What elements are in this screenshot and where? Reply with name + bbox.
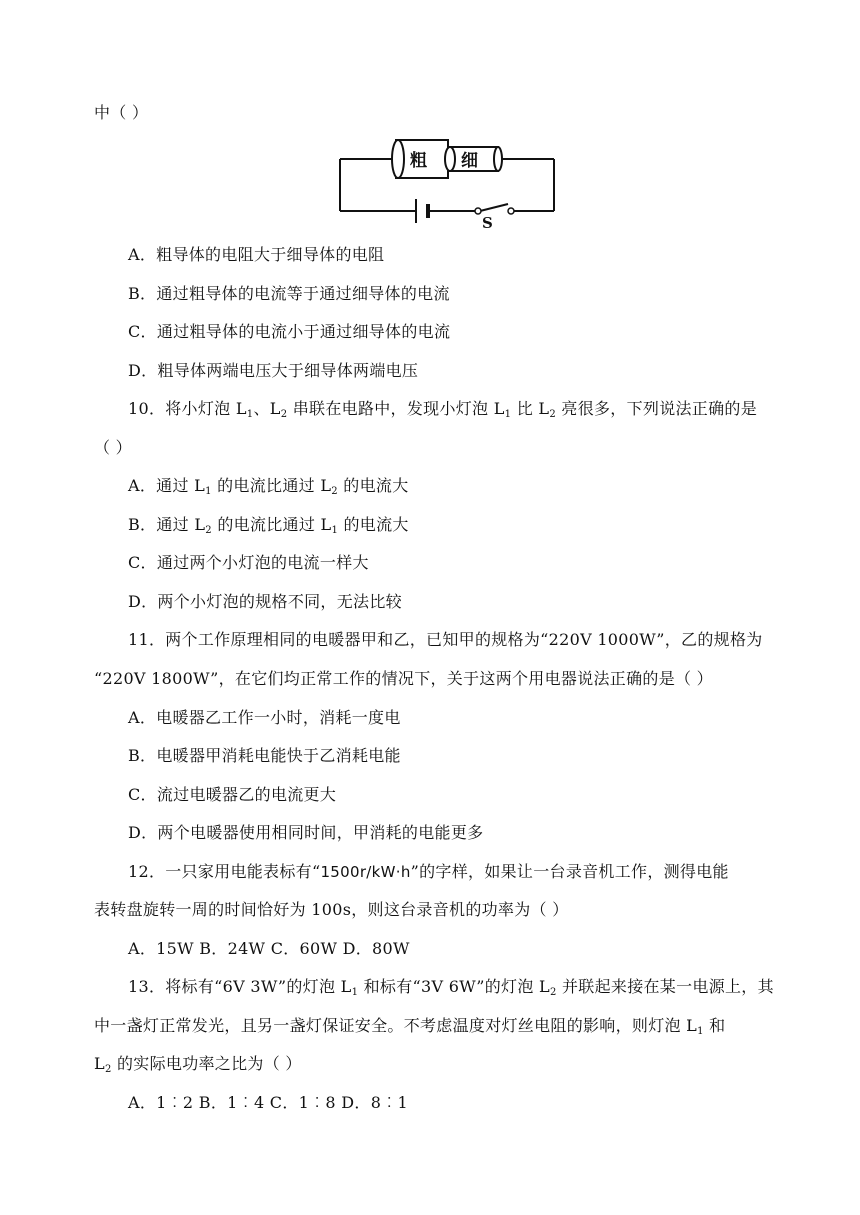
q9-option-c: C．通过粗导体的电流小于通过细导体的电流 <box>128 322 451 341</box>
q12-options: A．15W B．24W C．60W D．80W <box>128 939 410 958</box>
q9-option-d: D．粗导体两端电压大于细导体两端电压 <box>128 361 419 380</box>
q11-stem-line2: “220V 1800W”，在它们均正常工作的情况下，关于这两个用电器说法正确的是（ ） <box>94 669 713 688</box>
thin-label: 细 <box>461 151 478 171</box>
thick-conductor <box>392 140 448 178</box>
q13-stem-line3: $L_2$ 的实际电功率之比为（ ） <box>94 1054 302 1075</box>
q13-stem-line2: 中一盏灯正常发光，且另一盏灯保证安全。不考虑温度对灯丝电阻的影响，则灯泡 $L_1$ 和 <box>94 1016 726 1037</box>
switch-contact <box>508 208 514 214</box>
circuit-diagram <box>336 135 558 230</box>
switch-label: S <box>482 214 493 230</box>
switch-blade <box>480 204 508 211</box>
q10-option-d: D．两个小灯泡的规格不同，无法比较 <box>128 592 402 611</box>
q9-option-a: A．粗导体的电阻大于细导体的电阻 <box>128 245 385 264</box>
q10-option-c: C．通过两个小灯泡的电流一样大 <box>128 553 369 572</box>
q10-option-a: A．通过 $L_1$ 的电流比通过 $L_2$ 的电流大 <box>128 476 409 497</box>
q11-option-b: B．电暖器甲消耗电能快于乙消耗电能 <box>128 746 401 765</box>
switch-pivot <box>475 208 481 214</box>
q9-stem-tail: 中（ ） <box>94 103 149 122</box>
q12-stem: 12．一只家用电能表标有“1500r/kW·h”的字样，如果让一台录音机工作，测得电能 <box>128 862 729 881</box>
q11-stem: 11．两个工作原理相同的电暖器甲和乙，已知甲的规格为“220V 1000W”，乙的规格为 <box>128 630 763 649</box>
meter-spec: 1500r/kW·h <box>320 863 411 881</box>
thick-label: 粗 <box>410 151 427 171</box>
thin-conductor <box>445 147 502 171</box>
q11-option-c: C．流过电暖器乙的电流更大 <box>128 785 337 804</box>
q11-option-d: D．两个电暖器使用相同时间，甲消耗的电能更多 <box>128 823 484 842</box>
q12-stem-line2: 表转盘旋转一周的时间恰好为 100s，则这台录音机的功率为（ ） <box>94 900 569 919</box>
q13-options: A．1︰2 B．1︰4 C．1︰8 D．8︰1 <box>128 1093 408 1112</box>
q9-option-b: B．通过粗导体的电流等于通过细导体的电流 <box>128 284 450 303</box>
q10-stem-line2: （ ） <box>94 438 132 457</box>
q13-stem: 13．将标有“6V 3W”的灯泡 $L_1$ 和标有“3V 6W”的灯泡 $L_2$ 并联起来接在某一电源上，其 <box>128 977 774 998</box>
q11-option-a: A．电暖器乙工作一小时，消耗一度电 <box>128 708 401 727</box>
q10-stem: 10．将小灯泡 $L_1$、$L_2$ 串联在电路中，发现小灯泡 $L_1$ 比 $L_2$ 亮很多，下列说法正确的是 <box>128 399 758 420</box>
q10-option-b: B．通过 $L_2$ 的电流比通过 $L_1$ 的电流大 <box>128 515 409 536</box>
